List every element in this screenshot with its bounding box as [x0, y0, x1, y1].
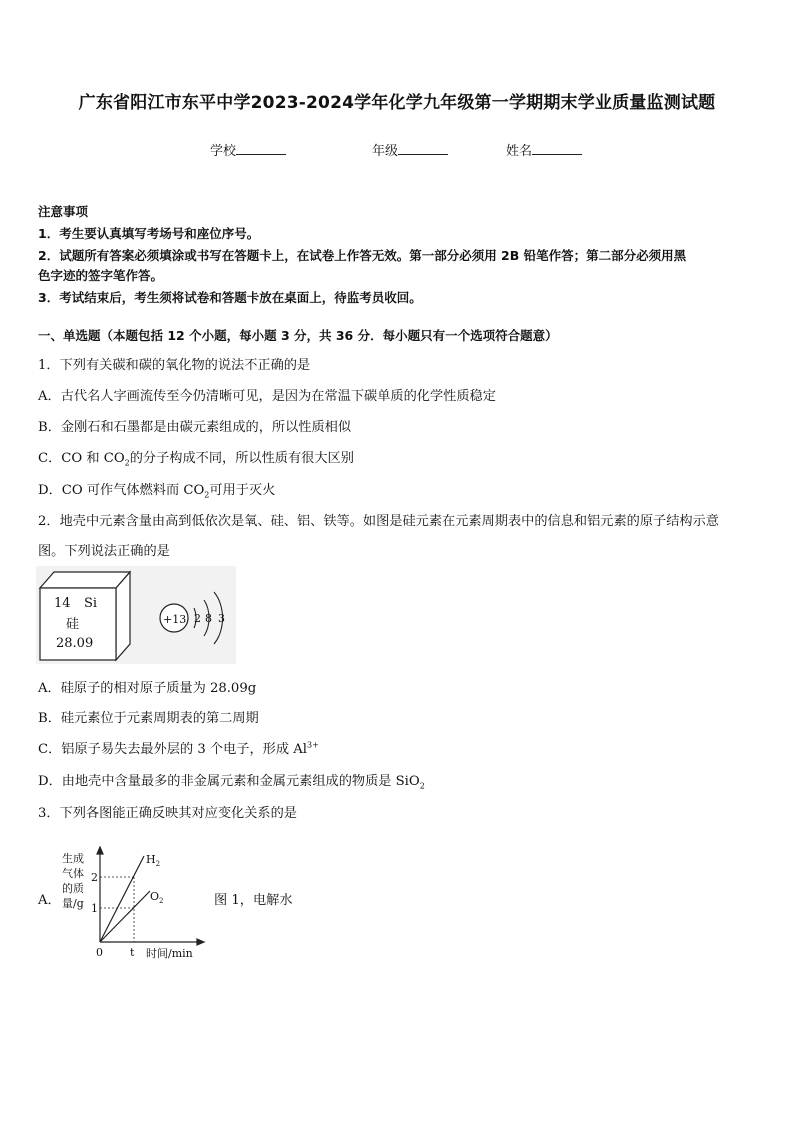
q1-stem: 1．下列有关碳和碳的氧化物的说法不正确的是 [38, 358, 311, 373]
element-name: 硅 [66, 617, 80, 632]
element-symbol: Si [84, 596, 98, 611]
q3-option-a-label: A． [38, 893, 61, 908]
element-mass: 28.09 [56, 636, 94, 651]
q3-graph-caption: 图 1，电解水 [214, 893, 293, 908]
q2-c-superscript: 3+ [306, 740, 319, 750]
graph-h2-line [100, 856, 144, 942]
electrolysis-graph [58, 846, 208, 966]
q2-option-b: B．硅元素位于元素周期表的第二周期 [38, 711, 259, 726]
graph-y-arrow [97, 847, 103, 854]
q1-d-text: D．CO 可作气体燃料而 CO [38, 483, 205, 498]
q2-c-text: C．铝原子易失去最外层的 3 个电子，形成 Al [38, 742, 307, 757]
graph-ylabel-line2: 气体 [62, 867, 84, 880]
element-number: 14 [54, 596, 71, 611]
graph-x-arrow [197, 939, 204, 945]
note-item-2: 2．试题所有答案必须填涂或书写在答题卡上，在试卷上作答无效。第一部分必须用 2B 铅笔作答；第二部分必须用黑 [38, 248, 687, 263]
q1-d-text-end: 可用于灭火 [209, 483, 276, 498]
grade-field [372, 140, 448, 159]
silicon-element-figure [36, 566, 236, 664]
q2-option-c [38, 738, 319, 757]
q1-d-subscript: 2 [204, 490, 210, 500]
shell-electrons-2: 8 [205, 612, 212, 625]
graph-xtick-t: t [130, 946, 135, 959]
q2-d-subscript: 2 [419, 781, 425, 791]
shell-electrons-1: 2 [194, 612, 201, 625]
q1-option-c [38, 447, 354, 468]
note-item-1: 1．考生要认真填写考场号和座位序号。 [38, 226, 260, 241]
q1-c-text-end: 的分子构成不同，所以性质有很大区别 [129, 451, 354, 466]
notes-heading: 注意事项 [38, 204, 89, 219]
graph-origin: 0 [96, 946, 103, 959]
q2-stem-line1: 2．地壳中元素含量由高到低依次是氧、硅、铝、铁等。如图是硅元素在元素周期表中的信息和铝元素的原子结构示意 [38, 514, 719, 529]
q2-option-a: A．硅原子的相对原子质量为 28.09g [38, 681, 257, 696]
name-blank [532, 142, 582, 155]
graph-ytick-2: 2 [91, 871, 98, 884]
graph-h2-label: $H_2$ [146, 853, 161, 868]
graph-ylabel-line4: 量/g [62, 897, 84, 910]
q1-c-subscript: 2 [124, 458, 130, 468]
name-label: 姓名 [506, 144, 533, 159]
grade-label: 年级 [372, 144, 399, 159]
q2-option-d [38, 770, 425, 791]
school-blank [236, 142, 286, 155]
school-label: 学校 [210, 144, 237, 159]
note-item-2-cont: 色字迹的签字笔作答。 [38, 268, 164, 283]
graph-ylabel-line1: 生成 [62, 852, 84, 865]
page-title: 广东省阳江市东平中学2023-2024学年化学九年级第一学期期末学业质量监测试题 [78, 93, 716, 113]
graph-o2-label: $O_2$ [150, 890, 164, 905]
nucleus-charge: +13 [163, 613, 187, 626]
q2-stem-line2: 图。下列说法正确的是 [38, 544, 170, 559]
section-heading: 一、单选题（本题包括 12 个小题，每小题 3 分，共 36 分．每小题只有一个选项符合题意） [38, 328, 558, 343]
graph-o2-line [100, 891, 150, 942]
note-item-3: 3．考试结束后，考生须将试卷和答题卡放在桌面上，待监考员收回。 [38, 290, 422, 305]
q2-d-text: D．由地壳中含量最多的非金属元素和金属元素组成的物质是 SiO [38, 774, 420, 789]
element-box-top [40, 572, 130, 588]
graph-ytick-1: 1 [91, 902, 98, 915]
graph-xlabel: 时间/min [146, 947, 193, 960]
shell-electrons-3: 3 [218, 612, 225, 625]
element-box-side [116, 572, 130, 660]
q1-option-d [38, 479, 275, 500]
q1-option-b: B．金刚石和石墨都是由碳元素组成的，所以性质相似 [38, 420, 352, 435]
graph-ylabel-line3: 的质 [62, 882, 84, 895]
q3-stem: 3．下列各图能正确反映其对应变化关系的是 [38, 806, 297, 821]
grade-blank [398, 142, 448, 155]
school-field [210, 140, 286, 159]
name-field [506, 140, 582, 159]
q1-c-text: C．CO 和 CO [38, 451, 125, 466]
q1-option-a: A．古代名人字画流传至今仍清晰可见，是因为在常温下碳单质的化学性质稳定 [38, 389, 496, 404]
